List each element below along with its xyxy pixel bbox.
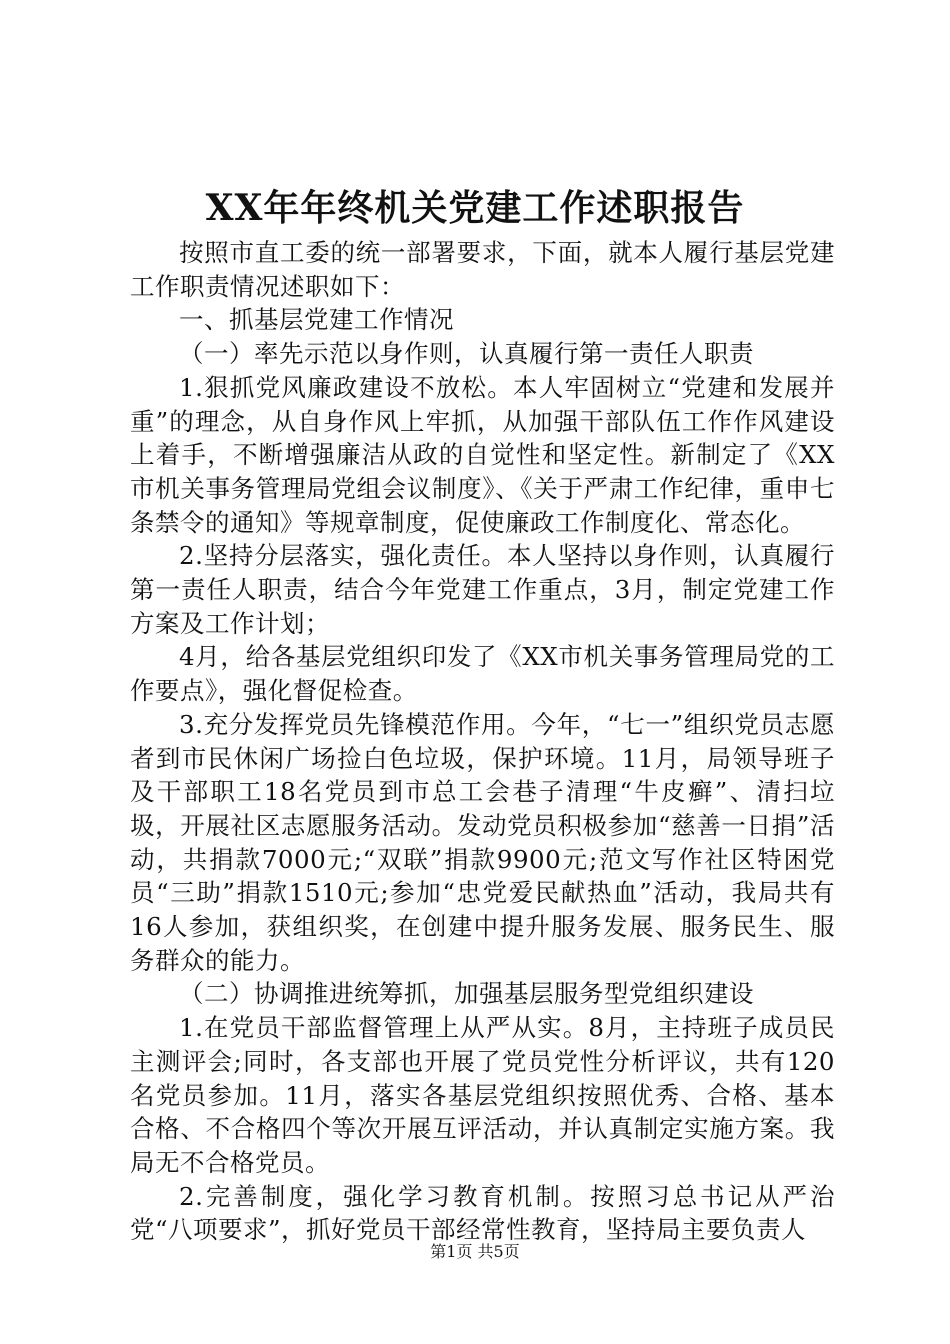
document-body <box>130 236 835 1247</box>
paragraph: 4月，给各基层党组织印发了《XX市机关事务管理局党的工作要点》，强化督促检查。 <box>130 642 835 706</box>
paragraph: 2.完善制度，强化学习教育机制。按照习总书记从严治党“八项要求”，抓好党员干部经常性教育，坚持局主要负责人 <box>130 1181 835 1245</box>
paragraph-intro: 按照市直工委的统一部署要求，下面，就本人履行基层党建工作职责情况述职如下： <box>130 238 835 301</box>
paragraph: 1.狠抓党风廉政建设不放松。本人牢固树立“党建和发展并重”的理念，从自身作风上牢抓，从加强干部队伍工作作风建设上着手，不断增强廉洁从政的自觉性和坚定性。新制定了《XX市机关事务管理局党组会议制度》、《关于严肃工作纪律，重申七条禁令的通知》等规章制度，促使廉政工作制度化、常态化。 <box>130 372 835 537</box>
section-heading-1: 一、抓基层党建工作情况 <box>179 305 454 335</box>
page-number-footer: 第1页 共5页 <box>430 1242 520 1261</box>
paragraph: 3.充分发挥党员先锋模范作用。今年，“七一”组织党员志愿者到市民休闲广场捡白色垃圾，保护环境。11月，局领导班子及干部职工18名党员到市总工会巷子清理“牛皮癣”、清扫垃圾，开展社区志愿服务活动。发动党员积极参加“慈善一日捐”活动，共捐款7000元;“双联”捐款9900元;范文写作社区特困党员“三助”捐款1510元;参加“忠党爱民献热血”活动，我局共有16人参加，获组织奖，在创建中提升服务发展、服务民生、服务群众的能力。 <box>130 709 835 975</box>
subsection-heading-1: （一）率先示范以身作则，认真履行第一责任人职责 <box>179 339 754 369</box>
paragraph: 1.在党员干部监督管理上从严从实。8月，主持班子成员民主测评会;同时，各支部也开展了党员党性分析评议，共有120名党员参加。11月，落实各基层党组织按照优秀、合格、基本合格、不合格四个等次开展互评活动，并认真制定实施方案。我局无不合格党员。 <box>130 1013 835 1177</box>
paragraph: 2.坚持分层落实，强化责任。本人坚持以身作则，认真履行第一责任人职责，结合今年党建工作重点，3月，制定党建工作方案及工作计划； <box>130 541 835 638</box>
document-title: XX年年终机关党建工作述职报告 <box>205 187 745 229</box>
subsection-heading-2: （二）协调推进统筹抓，加强基层服务型党组织建设 <box>179 979 754 1009</box>
